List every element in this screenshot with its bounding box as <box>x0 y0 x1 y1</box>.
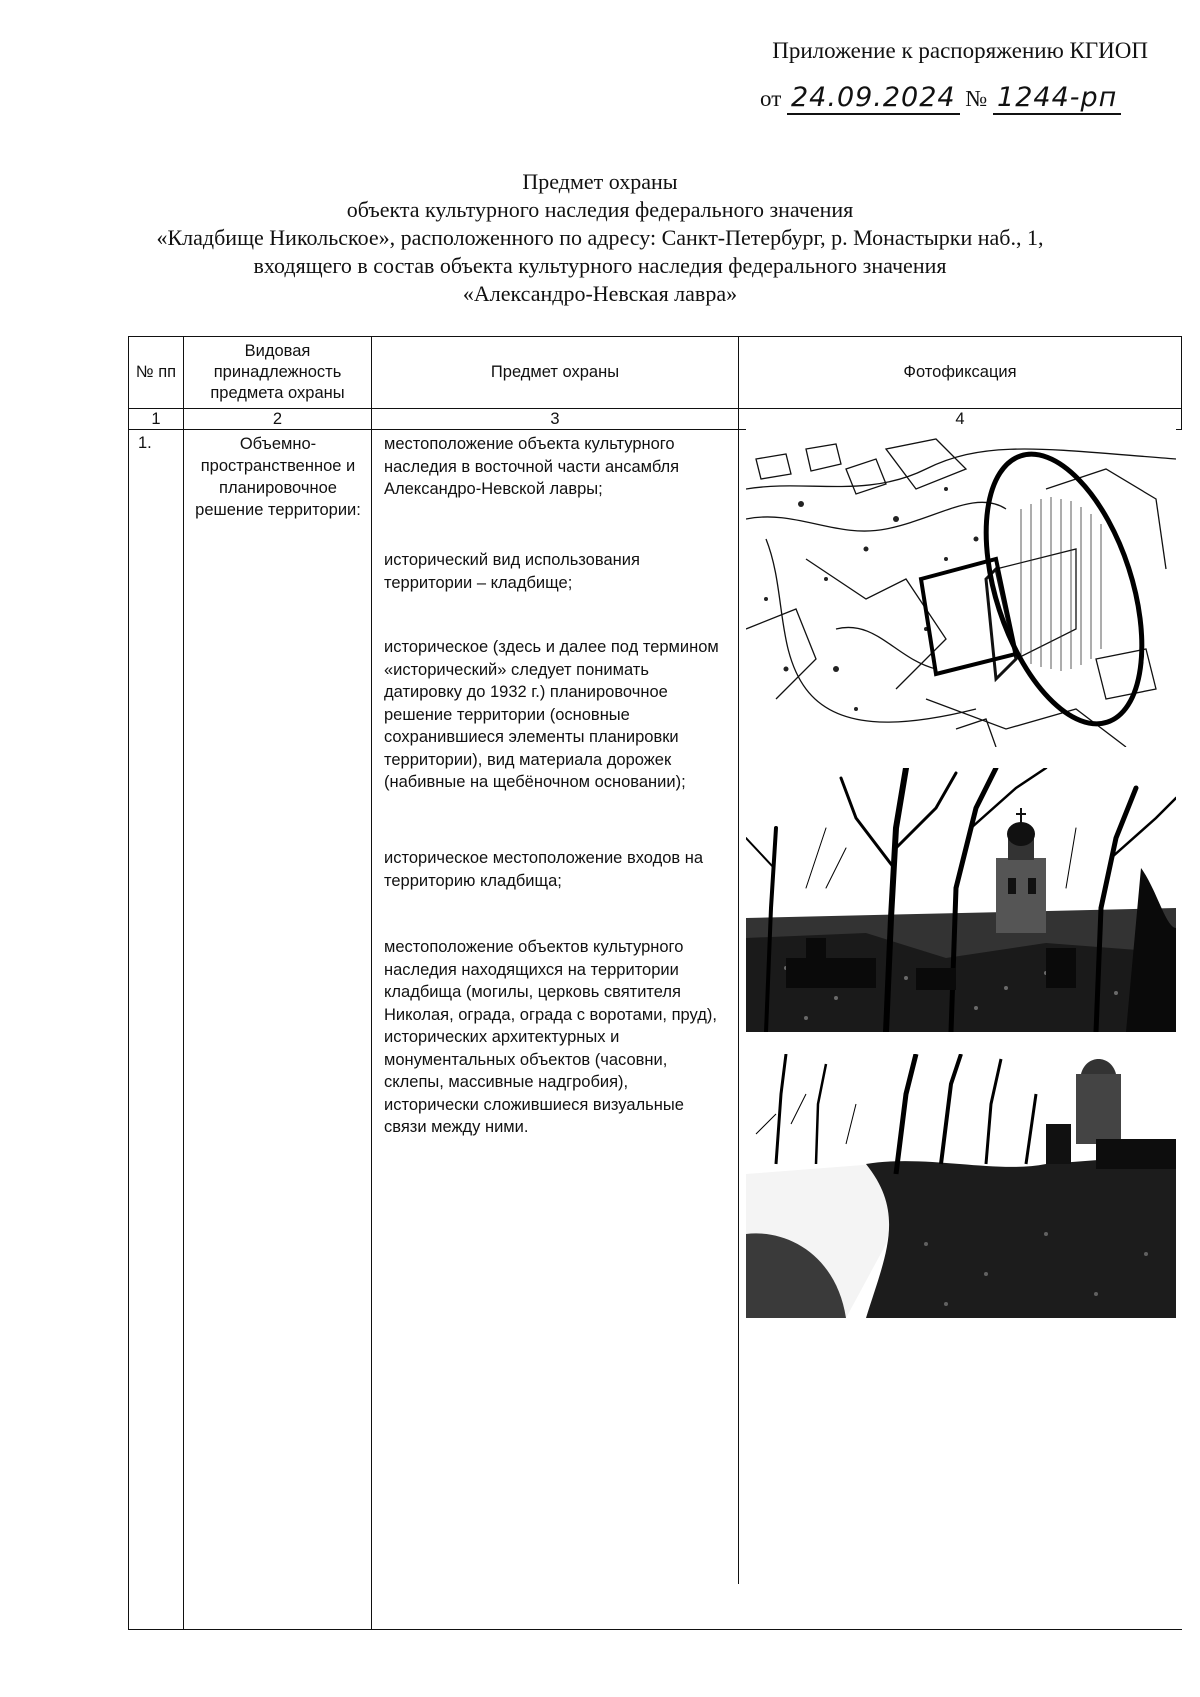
row-type: Объемно-пространственное и планировочное решение территории: <box>195 435 361 519</box>
table-rule <box>128 336 129 1630</box>
table-rule <box>183 336 184 1630</box>
col-number-4: 4 <box>955 409 965 428</box>
header-photo: Фотофиксация <box>903 363 1017 381</box>
subject-item-1: местоположение объекта культурного наследия в восточной части ансамбля Александро-Невской лавры; <box>384 435 680 498</box>
header-type: Видовая принадлежность предмета охраны <box>210 342 345 402</box>
title-line-2: объекта культурного наследия федерального значения <box>346 197 854 222</box>
subject-item-3: историческое (здесь и далее под термином «исторический» следует понимать датировку до 1932 г.) планировочное решение территории (основные сохранившиеся элементы планировки территории), вид материала дорожек (набивные на щебёночном основании); <box>384 638 719 791</box>
row-number: 1. <box>138 434 152 452</box>
header-num: № пп <box>135 363 177 381</box>
pond-photo-icon <box>746 1054 1176 1318</box>
title-line-1: Предмет охраны <box>522 169 678 194</box>
order-date: 24.09.2024 <box>787 82 960 115</box>
col-number-2: 2 <box>272 409 283 428</box>
map-photo-icon <box>746 429 1176 747</box>
church-photo-icon <box>746 768 1176 1032</box>
subject-item-4: историческое местоположение входов на территорию кладбища; <box>384 849 704 890</box>
table-rule <box>738 336 739 1584</box>
from-label: от <box>760 86 782 111</box>
title-line-3: «Кладбище Никольское», расположенного по адресу: Санкт-Петербург, р. Монастырки наб., 1, <box>156 225 1044 250</box>
order-number: 1244-рп <box>993 82 1121 115</box>
number-label: № <box>965 86 988 111</box>
col-number-3: 3 <box>550 409 560 428</box>
document-title <box>60 168 1140 308</box>
table-rule <box>371 336 372 1630</box>
title-line-4: входящего в состав объекта культурного наследия федерального значения <box>253 253 947 278</box>
title-line-5: «Александро-Невская лавра» <box>462 281 738 306</box>
col-number-1: 1 <box>151 409 161 428</box>
subject-item-5: местоположение объектов культурного наследия находящихся на территории кладбища (могилы, церковь святителя Николая, ограда, ограда с воротами, пруд), исторических архитектурных и монументальных объектов (часовни, склепы, массивные надгробия), исторически сложившиеся визуальные связи между ними. <box>384 938 717 1136</box>
header-subject: Предмет охраны <box>490 363 620 381</box>
appendix-caption: Приложение к распоряжению КГИОП <box>772 38 1148 63</box>
protection-table <box>128 336 1182 1630</box>
order-line <box>760 82 1121 113</box>
subject-item-2: исторический вид использования территории – кладбище; <box>384 551 640 592</box>
table-rule <box>1181 336 1182 430</box>
table-rule <box>128 1629 1182 1630</box>
